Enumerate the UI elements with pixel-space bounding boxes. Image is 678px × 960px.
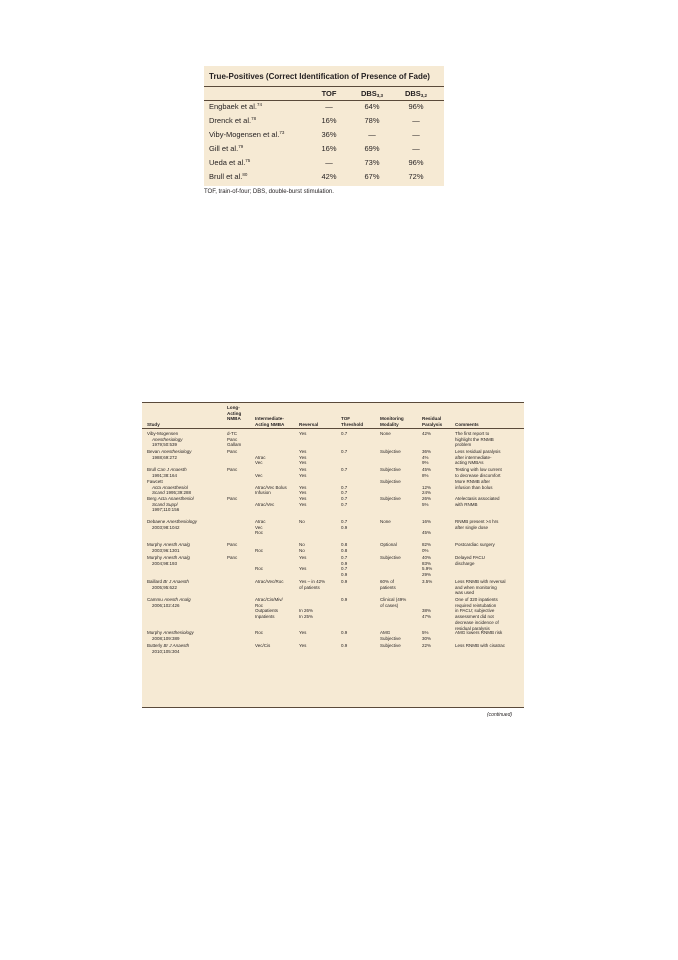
table-title: True-Positives (Correct Identification of Presence of Fade) <box>209 72 430 81</box>
comments-cell: AMG lowers RNMB risk <box>455 630 503 635</box>
tof-threshold-cell: 0.7 0.7 <box>341 484 348 496</box>
study-cell: Berg Acta Anaesthesiol Scand Suppl 1997;110:156 <box>147 496 194 513</box>
tof-threshold-cell: 0.7 0.9 <box>341 519 348 530</box>
monitoring-cell: Subjective <box>380 643 401 648</box>
intermediate-acting-cell: Roc <box>255 566 264 572</box>
dbs32-cell: 96% <box>408 102 424 111</box>
dbs33-cell: 69% <box>364 144 380 153</box>
col-header-residual-paralysis: Residual Paralysis <box>422 416 443 427</box>
fade-detection-table <box>204 66 444 186</box>
tof-threshold-cell: 0.7 <box>341 431 348 436</box>
study-cell: Baillard Br J Anaesth 2005;95:622 <box>147 579 189 590</box>
monitoring-cell: 60% of patients <box>380 579 396 590</box>
dbs33-cell: 73% <box>364 158 380 167</box>
col-header-study: Study <box>147 422 160 427</box>
header-rule <box>142 428 524 429</box>
comments-cell: RNMB present >4 hrs after single dose <box>455 519 499 530</box>
reversal-cell: Yes Yes <box>299 467 307 478</box>
monitoring-cell: Subjective <box>380 467 401 472</box>
reversal-cell: Yes <box>299 431 307 436</box>
study-cell: Drenck et al.$^{78}$ <box>209 116 257 125</box>
col-header-long-acting: Long- Acting NMBA <box>227 405 242 422</box>
long-acting-cell: Panc <box>227 496 238 501</box>
residual-paralysis-cell: 45% 8% <box>422 467 432 478</box>
dbs32-cell: 72% <box>408 172 424 181</box>
long-acting-cell: Panc <box>227 449 238 454</box>
dbs32-cell: — <box>412 130 420 139</box>
monitoring-cell: None <box>380 431 391 436</box>
tof-cell: — <box>325 102 333 111</box>
tof-threshold-cell: 0.9 <box>341 597 348 602</box>
table-row <box>204 158 444 171</box>
col-header-dbs32: $DBS_{3,2}$ <box>404 89 428 98</box>
monitoring-cell: None <box>380 519 391 524</box>
monitoring-cell: Clinical (49% of cases) <box>380 597 407 608</box>
comments-cell: Less RNMB with cisatrac <box>455 643 506 648</box>
reversal-cell: No No <box>299 542 305 553</box>
intermediate-acting-cell: Atrac Vec <box>255 454 266 466</box>
col-header-tof-threshold: TOF Threshold <box>341 416 364 427</box>
long-acting-cell: Panc <box>227 467 238 472</box>
dbs33-cell: 78% <box>364 116 380 125</box>
col-header-monitoring: Monitoring Modality <box>380 416 404 427</box>
comments-cell: Less RNMB with reversal and when monitoring was used <box>455 579 506 596</box>
col-header-dbs33: $DBS_{3,3}$ <box>360 89 384 98</box>
comments-cell: Postcardiac surgery <box>455 542 495 547</box>
comments-cell: Delayed PACU discharge <box>455 555 485 566</box>
tof-cell: 16% <box>321 144 337 153</box>
monitoring-cell: Subjective <box>380 555 401 560</box>
header-rule <box>204 86 444 87</box>
reversal-cell: Yes <box>299 643 307 648</box>
comments-cell: More RNMB after infusion than bolus <box>455 479 493 490</box>
table-top-rule <box>142 402 524 403</box>
study-cell: Murphy Anesth Analg 2004;98:193 <box>147 555 190 566</box>
tof-cell: — <box>325 158 333 167</box>
reversal-cell: Yes Yes <box>299 496 307 507</box>
residual-paralysis-cell: 40% 83% 5.9% 29% <box>422 555 433 578</box>
comments-cell: Atelectasis associated with RNMB <box>455 496 500 507</box>
intermediate-acting-cell: Atrac/Vec/Roc <box>255 579 284 584</box>
col-header-tof: TOF <box>321 89 337 98</box>
reversal-cell: Yes Yes Yes <box>299 449 307 466</box>
study-cell: Murphy Anesthesiology 2008;109:389 <box>147 630 194 641</box>
study-cell: Viby-Mogensen et al.$^{73}$ <box>209 130 285 139</box>
intermediate-acting-cell: Atrac/Vec Bolus Infusion <box>255 484 287 496</box>
monitoring-cell: AMG Subjective <box>380 630 401 641</box>
intermediate-acting-cell: Roc <box>255 547 264 553</box>
tof-threshold-cell: 0.9 <box>341 579 348 584</box>
residual-paralysis-cell: 16% 45% <box>422 519 432 536</box>
tof-threshold-cell: 0.7 0.7 <box>341 496 348 507</box>
monitoring-cell: Subjective <box>380 496 401 501</box>
study-cell: Brull et al.$^{80}$ <box>209 172 248 181</box>
tof-threshold-cell: 0.8 0.8 <box>341 542 348 553</box>
col-header-reversal: Reversal <box>299 422 319 427</box>
comments-cell: Less residual paralysis after intermediate- acting NMBAs <box>455 449 501 466</box>
tof-threshold-cell: 0.7 0.9 0.7 0.9 <box>341 555 348 578</box>
reversal-cell: Yes – in 42% of patients <box>299 579 326 590</box>
residual-paralysis-cell: 3.5% <box>422 579 433 584</box>
tof-threshold-cell: 0.7 <box>341 467 348 472</box>
study-cell: Gill et al.$^{79}$ <box>209 144 244 153</box>
dbs32-cell: 96% <box>408 158 424 167</box>
header-rule-bottom <box>204 100 444 101</box>
table-row <box>204 144 444 157</box>
dbs32-cell: — <box>412 144 420 153</box>
comments-cell: Testing with low current to decrease discomfort <box>455 467 502 478</box>
study-cell: Brull Can J Anaesth 1991;38:164 <box>147 467 187 478</box>
study-cell: Cammu Anesth Analg 2006;102:426 <box>147 597 191 608</box>
table-row <box>204 116 444 129</box>
residual-paralysis-cell: 36% 4% 9% <box>422 449 432 466</box>
study-cell: Engbaek et al.$^{74}$ <box>209 102 262 111</box>
tof-threshold-cell: 0.9 <box>341 630 348 635</box>
dbs33-cell: — <box>368 130 376 139</box>
study-cell: Bevan Anesthesiology 1988;69:272 <box>147 449 192 460</box>
long-acting-cell: d-TC Panc Gallam <box>227 431 242 448</box>
dbs33-cell: 67% <box>364 172 380 181</box>
table-row <box>204 130 444 143</box>
intermediate-acting-cell: Roc <box>255 630 264 635</box>
residual-paralysis-cell: 42% <box>422 431 432 436</box>
table-row <box>204 172 444 185</box>
intermediate-acting-cell: Atrac/Cis/Miv/ Roc Outpatients Inpatients <box>255 597 283 620</box>
tof-cell: 36% <box>321 130 337 139</box>
monitoring-cell: Subjective <box>380 449 401 454</box>
monitoring-cell: Subjective <box>380 479 401 484</box>
study-cell: Viby-Mogensen Anesthesiology 1979;50:539 <box>147 431 183 448</box>
intermediate-acting-cell: Atrac Vec Roc <box>255 519 266 536</box>
reversal-cell: In 26% In 25% <box>299 608 314 620</box>
long-acting-cell: Panc <box>227 555 238 560</box>
continued-label: (continued) <box>487 712 513 718</box>
dbs33-cell: 64% <box>364 102 380 111</box>
comments-cell: One of 320 inpatients required reintubation in PACU; subjective assessment did not decrease incidence of residual paralysis <box>455 597 499 631</box>
long-acting-cell: Panc <box>227 542 238 547</box>
monitoring-cell: Optional <box>380 542 397 547</box>
col-header-intermediate-acting: Intermediate- Acting NMBA <box>255 416 285 427</box>
intermediate-acting-cell: Atrac/Vec <box>255 501 275 507</box>
tof-threshold-cell: 0.9 <box>341 643 348 648</box>
reversal-cell: Yes <box>299 630 307 635</box>
intermediate-acting-cell: Vec/Cis <box>255 643 271 648</box>
residual-paralysis-cell: 12% 24% <box>422 484 432 496</box>
reversal-cell: No <box>299 519 305 524</box>
intermediate-acting-cell: Vec <box>255 472 263 478</box>
residual-paralysis-studies-table <box>142 402 524 708</box>
study-cell: Ueda et al.$^{75}$ <box>209 158 251 167</box>
comments-cell: The first report to highlight the RNMB problem <box>455 431 494 448</box>
reversal-cell: Yes Yes <box>299 555 307 572</box>
tof-cell: 16% <box>321 116 337 125</box>
tof-cell: 42% <box>321 172 337 181</box>
study-cell: Murphy Anesth Analg 2003;96:1301 <box>147 542 190 553</box>
study-cell: Butterly Br J Anaesth 2010;105:304 <box>147 643 190 654</box>
residual-paralysis-cell: 22% <box>422 643 432 648</box>
residual-paralysis-cell: 5% 30% <box>422 630 432 641</box>
dbs32-cell: — <box>412 116 420 125</box>
residual-paralysis-cell: 82% 0% <box>422 542 432 553</box>
residual-paralysis-cell: 26% 5% <box>422 496 432 507</box>
residual-paralysis-cell: 38% 47% <box>422 608 432 620</box>
reversal-cell: Yes Yes <box>299 484 307 496</box>
table-footnote: TOF, train-of-four; DBS, double-burst stimulation. <box>204 189 334 195</box>
table-row <box>204 102 444 115</box>
study-cell: Debaene Anesthesiology 2003;98:1042 <box>147 519 198 530</box>
tof-threshold-cell: 0.7 <box>341 449 348 454</box>
table-bottom-rule <box>142 707 524 708</box>
col-header-comments: Comments <box>455 422 479 427</box>
study-cell: Fawcett Acta Anaesthesiol Scand 1995;39:288 <box>147 479 192 496</box>
